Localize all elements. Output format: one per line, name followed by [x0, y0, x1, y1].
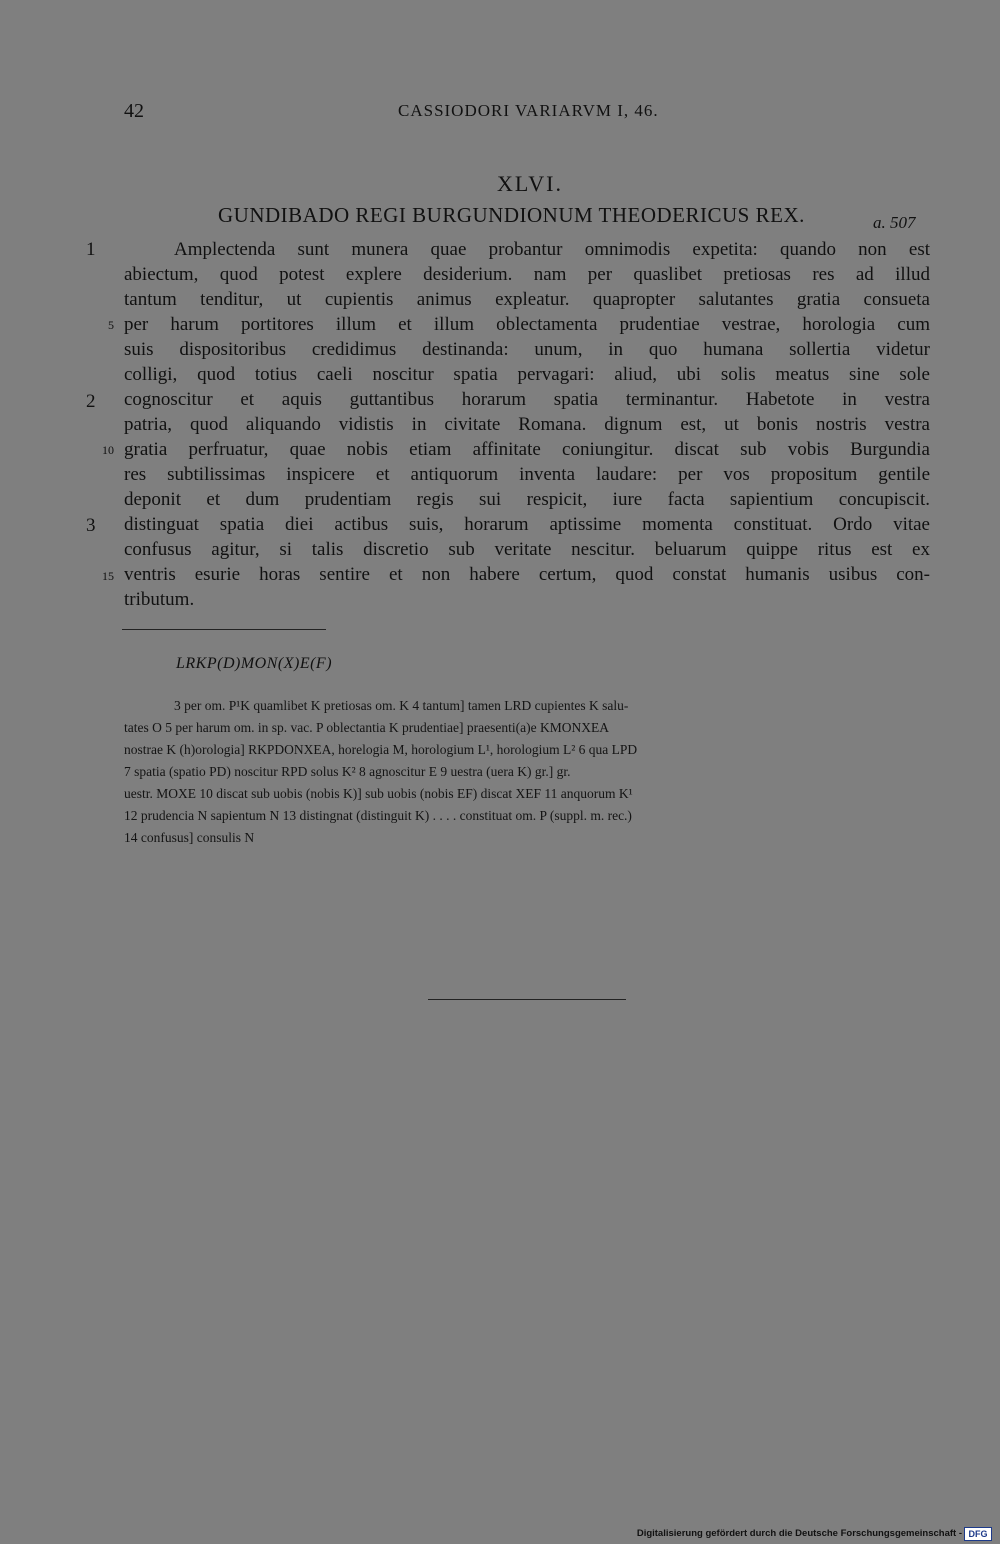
margin-line-10: 10: [102, 443, 114, 457]
body-line: patria, quod aliquando vidistis in civitate Romana. dignum est, ut bonis nostris vestra: [124, 414, 930, 435]
letter-title: GUNDIBADO REGI BURGUNDIONUM THEODERICUS REX.: [218, 203, 805, 227]
section-divider: [122, 629, 326, 630]
body-line: res subtilissimas inspicere et antiquorum inventa laudare: per vos propositum gentile: [124, 464, 930, 485]
apparatus-line: uestr. MOXE 10 discat sub uobis (nobis K)] sub uobis (nobis EF) discat XEF 11 anquorum K¹: [124, 786, 633, 801]
footer-credit: Digitalisierung gefördert durch die Deutsche Forschungsgemeinschaft -: [636, 1528, 962, 1539]
apparatus-line: tates O 5 per harum om. in sp. vac. P oblectantia K prudentiae] praesenti(a)e KMONXEA: [124, 720, 609, 735]
body-line: Amplectenda sunt munera quae probantur omnimodis expetita: quando non est: [174, 239, 930, 260]
apparatus-line: 3 per om. P¹K quamlibet K pretiosas om. K 4 tantum] tamen LRD cupientes K salu-: [174, 698, 629, 713]
margin-section-2: 2: [86, 391, 96, 412]
apparatus-line: 12 prudencia N sapientum N 13 distingnat (distinguit K) . . . . constituat om. P (suppl. m. rec.): [124, 808, 632, 823]
dfg-logo: DFG: [964, 1527, 992, 1541]
manuscript-sigla: LRKP(D)MON(X)E(F): [176, 655, 333, 672]
body-line: colligi, quod totius caeli noscitur spatia pervagari: aliud, ubi solis meatus sine sole: [124, 364, 930, 385]
margin-section-1: 1: [86, 239, 96, 260]
margin-section-3: 3: [86, 515, 96, 536]
body-line: ventris esurie horas sentire et non habere certum, quod constat humanis usibus con-: [124, 564, 930, 585]
body-line: confusus agitur, si talis discretio sub veritate nescitur. beluarum quippe ritus est ex: [124, 539, 930, 560]
body-line: distinguat spatia diei actibus suis, horarum aptissime momenta constituat. Ordo vitae: [124, 514, 930, 535]
end-rule: [428, 999, 626, 1000]
body-line: tributum.: [124, 589, 195, 610]
apparatus-line: 14 confusus] consulis N: [124, 830, 255, 845]
body-line: abiectum, quod potest explere desiderium. nam per quaslibet pretiosas res ad illud: [124, 264, 930, 285]
body-line: per harum portitores illum et illum oblectamenta prudentiae vestrae, horologia cum: [124, 314, 930, 335]
apparatus-line: nostrae K (h)orologia] RKPDONXEA, horelogia M, horologium L¹, horologium L² 6 qua LPD: [124, 742, 638, 757]
body-line: gratia perfruatur, quae nobis etiam affinitate coniungitur. discat sub vobis Burgundia: [124, 439, 930, 460]
margin-line-15: 15: [102, 569, 114, 583]
body-line: tantum tenditur, ut cupientis animus expleatur. quapropter salutantes gratia consueta: [124, 289, 930, 310]
margin-line-5: 5: [108, 318, 114, 332]
running-head: CASSIODORI VARIARVM I, 46.: [398, 101, 659, 120]
letter-number: XLVI.: [496, 171, 564, 196]
page-number: 42: [124, 100, 144, 122]
body-line: deponit et dum prudentiam regis sui respicit, iure facta sapientium concupiscit.: [124, 489, 930, 510]
date-note: a. 507: [873, 213, 916, 232]
body-line: cognoscitur et aquis guttantibus horarum spatia terminantur. Habetote in vestra: [124, 389, 930, 410]
body-line: suis dispositoribus credidimus destinanda: unum, in quo humana sollertia videtur: [124, 339, 930, 360]
apparatus-line: 7 spatia (spatio PD) noscitur RPD solus K² 8 agnoscitur E 9 uestra (uera K) gr.] gr.: [124, 764, 571, 779]
